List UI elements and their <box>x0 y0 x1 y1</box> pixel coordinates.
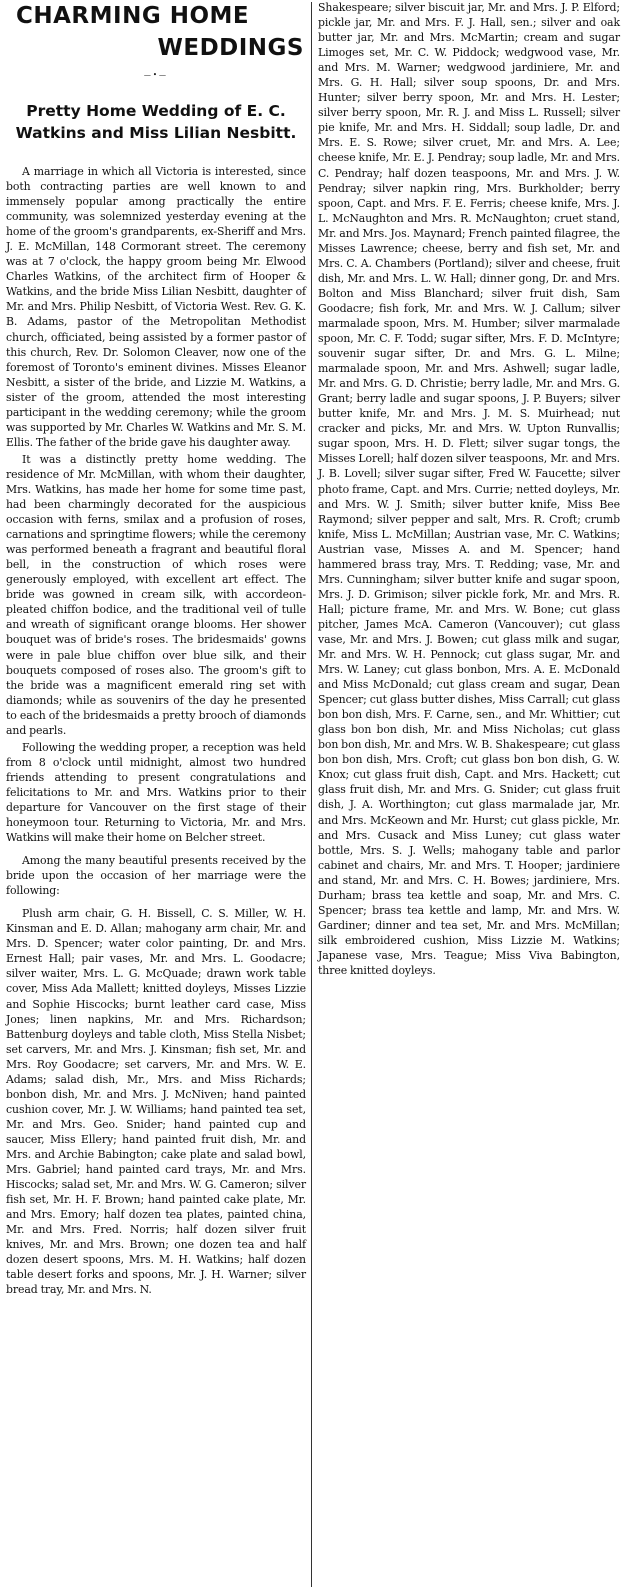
right-column <box>318 0 620 978</box>
headline-line-1: CHARMING HOME <box>16 3 250 29</box>
headline-ornament: —•— <box>143 71 169 79</box>
gift-list-paragraph: Plush arm chair, G. H. Bissell, C. S. Miller, W. H. Kinsman and E. D. Allan; mahogany arm chair, Mr. and Mrs. D. Spencer; water color painting, Dr. and Mrs. Ernest Hall; pair vases, Mr. and Mrs. L. Goodacre; silver waiter, Mrs. L. G. McQuade; drawn work table cover, Miss Ada Mallett; knitted doyleys, Misses Lizzie and Sophie Hiscocks; burnt leather card case, Miss Jones; linen napkins, Mr. and Mrs. Richardson; Battenburg doyleys and table cloth, Miss Stella Nisbet; set carvers, Mr. and Mrs. J. Kinsman; fish set, Mr. and Mrs. Roy Goodacre; set carvers, Mr. and Mrs. W. E. Adams; salad dish, Mr., Mrs. and Miss Richards; bonbon dish, Mr. and Mrs. J. McNiven; hand painted cushion cover, Mr. J. W. Williams; hand painted tea set, Mr. and Mrs. Geo. Snider; hand painted cup and saucer, Miss Ellery; hand painted fruit dish, Mr. and Mrs. and Archie Babington; cake plate and salad bowl, Mrs. Gabriel; hand painted card trays, Mr. and Mrs. Hiscocks; salad set, Mr. and Mrs. W. G. Cameron; silver fish set, Mr. H. F. Brown; hand painted cake plate, Mr. and Mrs. Emory; half dozen tea plates, painted china, Mr. and Mrs. Fred. Norris; half dozen silver fruit knives, Mr. and Mrs. Brown; one dozen tea and half dozen desert spoons, Mrs. M. H. Watkins; half dozen table desert forks and spoons, Mr. J. H. Warner; silver bread tray, Mr. and Mrs. N. <box>6 907 306 1297</box>
article-paragraph-1: A marriage in which all Victoria is interested, since both contracting parties are well known to and immensely popular among practically the entire community, was solemnized yesterday evening at the home of the groom's grandparents, ex-Sheriff and Mrs. J. E. McMillan, 148 Cormorant street. The ceremony was at 7 o'clock, the happy groom being Mr. Elwood Charles Watkins, of the architect firm of Hooper & Watkins, and the bride Miss Lilian Nesbitt, daughter of Mr. and Mrs. Philip Nesbitt, of Victoria West. Rev. G. K. B. Adams, pastor of the Metropolitan Methodist church, officiated, being assisted by a former pastor of this church, Rev. Dr. Solomon Cleaver, now one of the foremost of Toronto's eminent divines. Misses Eleanor Nesbitt, a sister of the bride, and Lizzie M. Watkins, a sister of the groom, attended the most interesting participant in the wedding ceremony; while the groom was supported by Mr. Charles W. Watkins and Mr. S. M. Ellis. The father of the bride gave his daughter away. <box>6 165 306 449</box>
column-rule <box>311 2 312 1587</box>
headline-line-2: WEDDINGS <box>157 35 304 61</box>
gift-list-continued: Shakespeare; silver biscuit jar, Mr. and Mrs. J. P. Elford; pickle jar, Mr. and Mrs. F. J. Hall, sen.; silver and oak butter jar, Mr. and Mrs. McMartin; cream and sugar Limoges set, Mr. C. W. Piddock; wedgwood vase, Mr. and Mrs. M. Warner; wedgwood jardiniere, Mr. and Mrs. G. H. Hall; silver soup spoons, Dr. and Mrs. Hunter; silver berry spoon, Mr. and Mrs. H. Lester; silver berry spoon, Mr. R. J. and Miss L. Russell; silver pie knife, Mr. and Mrs. H. Siddall; soup ladle, Dr. and Mrs. E. S. Rowe; silver cruet, Mr. and Mrs. A. Lee; cheese knife, Mr. E. J. Pendray; soup ladle, Mr. and Mrs. C. Pendray; half dozen teaspoons, Mr. and Mrs. J. W. Pendray; silver napkin ring, Mrs. Burkholder; berry spoon, Capt. and Mrs. F. E. Ferris; cheese knife, Mrs. J. L. McNaughton and Mrs. R. McNaughton; cruet stand, Mr. and Mrs. Jos. Maynard; French painted filagree, the Misses Lawrence; cheese, berry and fish set, Mr. and Mrs. C. A. Chambers (Portland); silver and cheese, fruit dish, Mr. and Mrs. L. W. Hall; dinner gong, Dr. and Mrs. Bolton and Miss Blanchard; silver fruit dish, Sam Goodacre; fish fork, Mr. and Mrs. W. J. Callum; silver marmalade spoon, Mrs. M. Humber; silver marmalade spoon, Mr. C. F. Todd; sugar sifter, Mrs. F. D. McIntyre; souvenir sugar sifter, Dr. and Mrs. G. L. Milne; marmalade spoon, Mr. and Mrs. Ashwell; sugar ladle, Mr. and Mrs. G. D. Christie; berry ladle, Mr. and Mrs. G. Grant; berry ladle and sugar spoons, J. P. Buyers; silver butter knife, Mr. and Mrs. J. M. S. Muirhead; nut cracker and picks, Mr. and Mrs. W. Upton Runvallis; sugar spoon, Mrs. H. D. Flett; silver sugar tongs, the Misses Lorell; half dozen silver teaspoons, Mr. and Mrs. J. B. Lovell; silver sugar sifter, Fred W. Faucette; silver photo frame, Capt. and Mrs. Currie; netted doyleys, Mr. and Mrs. W. J. Smith; silver butter knife, Miss Bee Raymond; silver pepper and salt, Mrs. R. Croft; crumb knife, Miss L. McMillan; Austrian vase, Mr. C. Watkins; Austrian vase, Misses A. and M. Spencer; hand hammered brass tray, Mrs. T. Redding; vase, Mr. and Mrs. Cunningham; silver butter knife and sugar spoon, Mrs. J. D. Grimison; silver pickle fork, Mr. and Mrs. R. Hall; picture frame, Mr. and Mrs. W. Bone; cut glass pitcher, James McA. Cameron (Vancouver); cut glass vase, Mr. and Mrs. J. Bowen; cut glass milk and sugar, Mr. and Mrs. W. H. Pennock; cut glass sugar, Mr. and Mrs. W. Laney; cut glass bonbon, Mrs. A. E. McDonald and Miss McDonald; cut glass cream and sugar, Dean Spencer; cut glass butter dishes, Miss Carrall; cut glass bon bon dish, Mrs. F. Carne, sen., and Mr. Whittier; cut glass bon bon dish, Mr. and Miss Nicholas; cut glass bon bon dish, Mr. and Mrs. W. B. Shakespeare; cut glass bon bon dish, Mrs. Croft; cut glass bon bon dish, G. W. Knox; cut glass fruit dish, Capt. and Mrs. Hackett; cut glass fruit dish, Mr. and Mrs. G. Snider; cut glass fruit dish, J. A. Worthington; cut glass marmalade jar, Mr. and Mrs. McKeown and Mr. Hurst; cut glass pickle, Mr. and Mrs. Cusack and Miss Luney; cut glass water bottle, Mrs. S. J. Wells; mahogany table and parlor cabinet and chairs, Mr. and Mrs. T. Hooper; jardiniere and stand, Mr. and Mrs. C. H. Bowes; jardiniere, Mrs. Durham; brass tea kettle and soap, Mr. and Mrs. C. Spencer; brass tea kettle and lamp, Mr. and Mrs. W. Gardiner; dinner and tea set, Mr. and Mrs. McMillan; silk embroidered cushion, Miss Lizzie M. Watkins; Japanese vase, Mrs. Teague; Miss Viva Babington, three knitted doyleys. <box>318 1 620 977</box>
article-paragraph-3: Following the wedding proper, a reception was held from 8 o'clock until midnight, almost two hundred friends attending to present congratulations and felicitations to Mr. and Mrs. Watkins prior to their departure for Vancouver on the first stage of their honeymoon tour. Returning to Victoria, Mr. and Mrs. Watkins will make their home on Belcher street. <box>6 740 306 845</box>
article-paragraph-2: It was a distinctly pretty home wedding. The residence of Mr. McMillan, with whom their daughter, Mrs. Watkins, has made her home for some time past, had been charmingly decorated for the auspicious occasion with ferns, smilax and a profusion of roses, carnations and springtime flowers; while the ceremony was performed beneath a fragrant and beautiful floral bell, in the construction of which roses were generously employed, with excellent art effect. The bride was gowned in cream silk, with accordeon-pleated chiffon bodice, and the traditional veil of tulle and wreath of significant orange blooms. Her shower bouquet was of bride's roses. The bridesmaids' gowns were in pale blue chiffon over blue silk, and their bouquets composed of roses also. The groom's gift to the bride was a magnificent emerald ring set with diamonds; while as souvenirs of the day he presented to each of the bridesmaids a pretty brooch of diamonds and pearls. <box>6 452 306 737</box>
article-paragraph-4: Among the many beautiful presents received by the bride upon the occasion of her marriage were the following: <box>6 854 306 898</box>
subheadline: Pretty Home Wedding of E. C. Watkins and Miss Lilian Nesbitt. <box>15 102 297 142</box>
left-column <box>6 0 306 1297</box>
